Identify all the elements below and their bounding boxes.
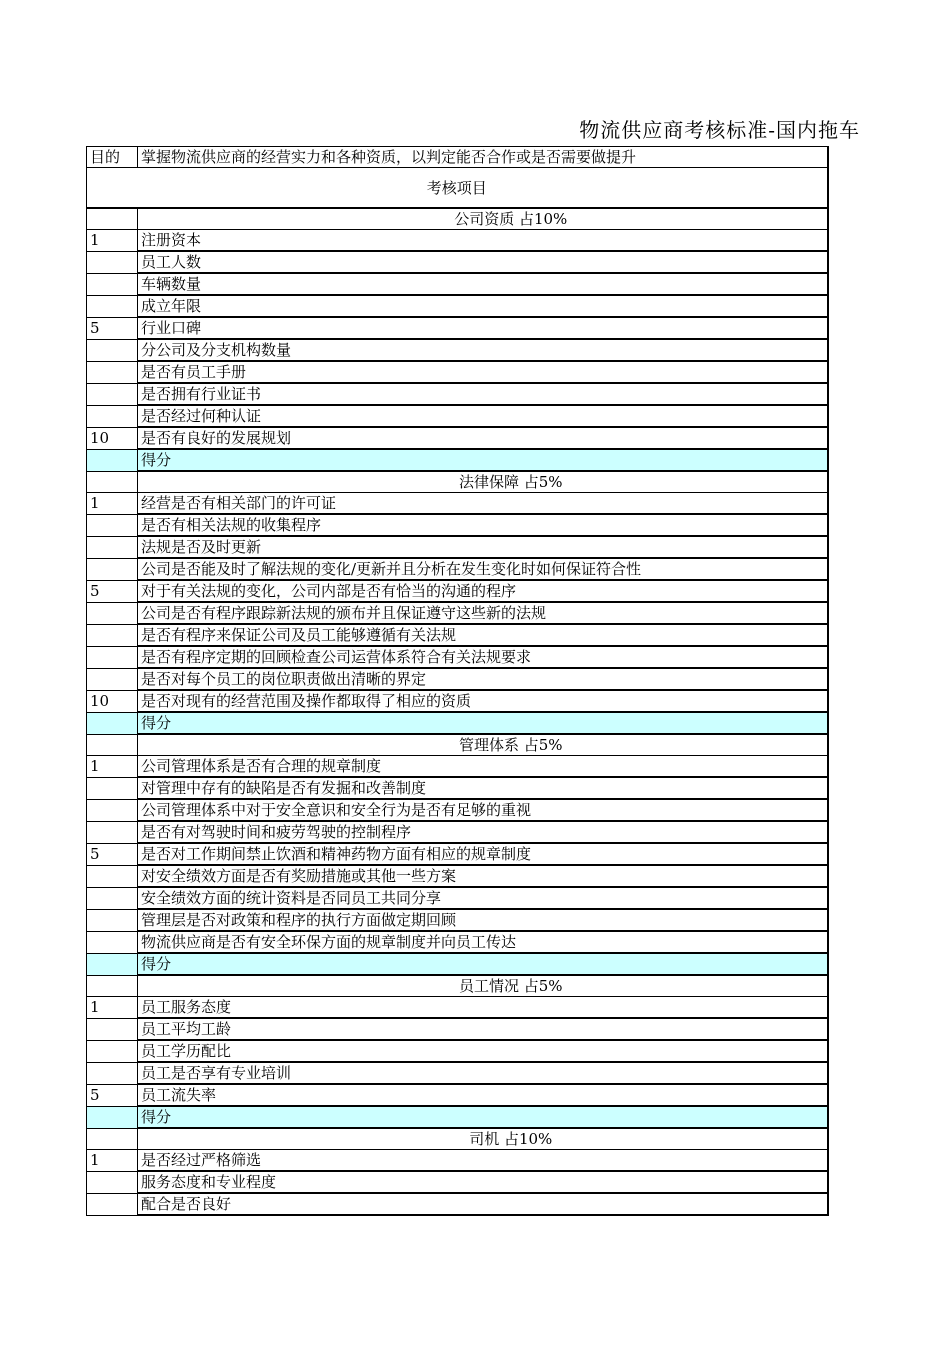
criteria-text: 公司管理体系是否有合理的规章制度: [138, 756, 828, 778]
criteria-text: 是否有程序来保证公司及员工能够遵循有关法规: [138, 624, 828, 646]
criteria-row: [87, 405, 828, 427]
criteria-score-level: [87, 1193, 138, 1215]
section-title: 员工情况 占5%: [138, 975, 828, 997]
criteria-score-level: [87, 1062, 138, 1084]
section-title: 司机 占10%: [138, 1128, 828, 1150]
criteria-row: [87, 1150, 828, 1172]
criteria-score-level: [87, 1171, 138, 1193]
score-blank-cell: [87, 449, 138, 471]
criteria-score-level: [87, 558, 138, 580]
document-title: 物流供应商考核标准-国内拖车: [579, 118, 860, 142]
criteria-text: 是否经过何种认证: [138, 405, 828, 427]
criteria-row: [87, 230, 828, 252]
criteria-row: [87, 1084, 828, 1106]
criteria-score-level: [87, 799, 138, 821]
criteria-row: [87, 251, 828, 273]
criteria-score-level: [87, 405, 138, 427]
section-number-cell: [87, 975, 138, 997]
score-label: 得分: [138, 449, 828, 471]
criteria-score-level: [87, 777, 138, 799]
criteria-text: 是否经过严格筛选: [138, 1150, 828, 1172]
criteria-row: [87, 865, 828, 887]
criteria-score-level: 1: [87, 493, 138, 515]
criteria-row: [87, 690, 828, 712]
score-label: 得分: [138, 1106, 828, 1128]
section-number-cell: [87, 734, 138, 756]
score-blank-cell: [87, 1106, 138, 1128]
criteria-score-level: 5: [87, 1084, 138, 1106]
criteria-text: 分公司及分支机构数量: [138, 339, 828, 361]
criteria-score-level: 5: [87, 317, 138, 339]
criteria-row: [87, 1062, 828, 1084]
criteria-row: [87, 558, 828, 580]
criteria-text: 是否对每个员工的岗位职责做出清晰的界定: [138, 668, 828, 690]
evaluation-table-body: [87, 147, 828, 1216]
section-header-row: [87, 1128, 828, 1150]
criteria-text: 对安全绩效方面是否有奖励措施或其他一些方案: [138, 865, 828, 887]
criteria-text: 安全绩效方面的统计资料是否同员工共同分享: [138, 887, 828, 909]
criteria-score-level: 10: [87, 690, 138, 712]
criteria-text: 是否有对驾驶时间和疲劳驾驶的控制程序: [138, 821, 828, 843]
criteria-row: [87, 843, 828, 865]
criteria-text: 对管理中存有的缺陷是否有发掘和改善制度: [138, 777, 828, 799]
section-header-row: [87, 975, 828, 997]
criteria-row: [87, 602, 828, 624]
criteria-score-level: 1: [87, 997, 138, 1019]
criteria-row: [87, 668, 828, 690]
section-header-row: [87, 734, 828, 756]
criteria-text: 是否有员工手册: [138, 361, 828, 383]
criteria-score-level: [87, 514, 138, 536]
criteria-row: [87, 493, 828, 515]
criteria-score-level: [87, 821, 138, 843]
criteria-text: 注册资本: [138, 230, 828, 252]
criteria-row: [87, 997, 828, 1019]
criteria-score-level: [87, 1040, 138, 1062]
criteria-text: 公司管理体系中对于安全意识和安全行为是否有足够的重视: [138, 799, 828, 821]
criteria-text: 员工服务态度: [138, 997, 828, 1019]
section-number-cell: [87, 471, 138, 493]
criteria-text: 经营是否有相关部门的许可证: [138, 493, 828, 515]
criteria-score-level: [87, 383, 138, 405]
criteria-text: 法规是否及时更新: [138, 536, 828, 558]
criteria-score-level: [87, 273, 138, 295]
purpose-text: 掌握物流供应商的经营实力和各种资质，以判定能否合作或是否需要做提升: [138, 147, 828, 168]
section-header-row: [87, 208, 828, 230]
criteria-row: [87, 909, 828, 931]
criteria-score-level: [87, 251, 138, 273]
criteria-text: 是否有相关法规的收集程序: [138, 514, 828, 536]
score-blank-cell: [87, 712, 138, 734]
criteria-row: [87, 1171, 828, 1193]
criteria-row: [87, 339, 828, 361]
criteria-row: [87, 799, 828, 821]
criteria-text: 是否对工作期间禁止饮酒和精神药物方面有相应的规章制度: [138, 843, 828, 865]
criteria-score-level: [87, 865, 138, 887]
criteria-score-level: 5: [87, 843, 138, 865]
criteria-row: [87, 317, 828, 339]
criteria-row: [87, 427, 828, 449]
criteria-row: [87, 580, 828, 602]
criteria-text: 员工学历配比: [138, 1040, 828, 1062]
header-row: [87, 168, 828, 209]
score-row: [87, 1106, 828, 1128]
purpose-row: [87, 147, 828, 168]
criteria-score-level: [87, 295, 138, 317]
criteria-text: 行业口碑: [138, 317, 828, 339]
criteria-score-level: [87, 887, 138, 909]
criteria-score-level: [87, 624, 138, 646]
criteria-text: 配合是否良好: [138, 1193, 828, 1215]
criteria-text: 是否有良好的发展规划: [138, 427, 828, 449]
criteria-score-level: 1: [87, 230, 138, 252]
header-cell: 考核项目: [87, 168, 828, 209]
criteria-row: [87, 514, 828, 536]
evaluation-table: [86, 146, 829, 1216]
score-row: [87, 953, 828, 975]
criteria-text: 公司是否有程序跟踪新法规的颁布并且保证遵守这些新的法规: [138, 602, 828, 624]
criteria-row: [87, 383, 828, 405]
section-number-cell: [87, 208, 138, 230]
criteria-score-level: [87, 1018, 138, 1040]
section-title: 法律保障 占5%: [138, 471, 828, 493]
criteria-row: [87, 536, 828, 558]
purpose-label: 目的: [87, 147, 138, 168]
criteria-score-level: [87, 361, 138, 383]
criteria-score-level: [87, 339, 138, 361]
criteria-text: 成立年限: [138, 295, 828, 317]
criteria-row: [87, 756, 828, 778]
criteria-text: 物流供应商是否有安全环保方面的规章制度并向员工传达: [138, 931, 828, 953]
criteria-text: 员工流失率: [138, 1084, 828, 1106]
criteria-text: 员工人数: [138, 251, 828, 273]
criteria-text: 是否拥有行业证书: [138, 383, 828, 405]
criteria-row: [87, 1018, 828, 1040]
score-row: [87, 712, 828, 734]
criteria-text: 对于有关法规的变化，公司内部是否有恰当的沟通的程序: [138, 580, 828, 602]
section-title: 管理体系 占5%: [138, 734, 828, 756]
section-header-row: [87, 471, 828, 493]
score-label: 得分: [138, 712, 828, 734]
criteria-text: 车辆数量: [138, 273, 828, 295]
criteria-text: 公司是否能及时了解法规的变化/更新并且分析在发生变化时如何保证符合性: [138, 558, 828, 580]
criteria-text: 是否有程序定期的回顾检查公司运营体系符合有关法规要求: [138, 646, 828, 668]
criteria-score-level: [87, 536, 138, 558]
criteria-row: [87, 295, 828, 317]
criteria-row: [87, 361, 828, 383]
score-blank-cell: [87, 953, 138, 975]
criteria-score-level: [87, 931, 138, 953]
criteria-text: 是否对现有的经营范围及操作都取得了相应的资质: [138, 690, 828, 712]
criteria-score-level: 1: [87, 756, 138, 778]
criteria-score-level: 5: [87, 580, 138, 602]
criteria-row: [87, 931, 828, 953]
criteria-text: 服务态度和专业程度: [138, 1171, 828, 1193]
criteria-text: 员工是否享有专业培训: [138, 1062, 828, 1084]
criteria-score-level: [87, 909, 138, 931]
criteria-score-level: 10: [87, 427, 138, 449]
score-label: 得分: [138, 953, 828, 975]
criteria-text: 管理层是否对政策和程序的执行方面做定期回顾: [138, 909, 828, 931]
section-number-cell: [87, 1128, 138, 1150]
criteria-row: [87, 273, 828, 295]
criteria-row: [87, 777, 828, 799]
criteria-row: [87, 1040, 828, 1062]
criteria-row: [87, 821, 828, 843]
criteria-row: [87, 1193, 828, 1215]
criteria-score-level: [87, 646, 138, 668]
section-title: 公司资质 占10%: [138, 208, 828, 230]
criteria-score-level: [87, 668, 138, 690]
criteria-row: [87, 646, 828, 668]
criteria-score-level: [87, 602, 138, 624]
score-row: [87, 449, 828, 471]
criteria-row: [87, 624, 828, 646]
criteria-score-level: 1: [87, 1150, 138, 1172]
criteria-text: 员工平均工龄: [138, 1018, 828, 1040]
criteria-row: [87, 887, 828, 909]
